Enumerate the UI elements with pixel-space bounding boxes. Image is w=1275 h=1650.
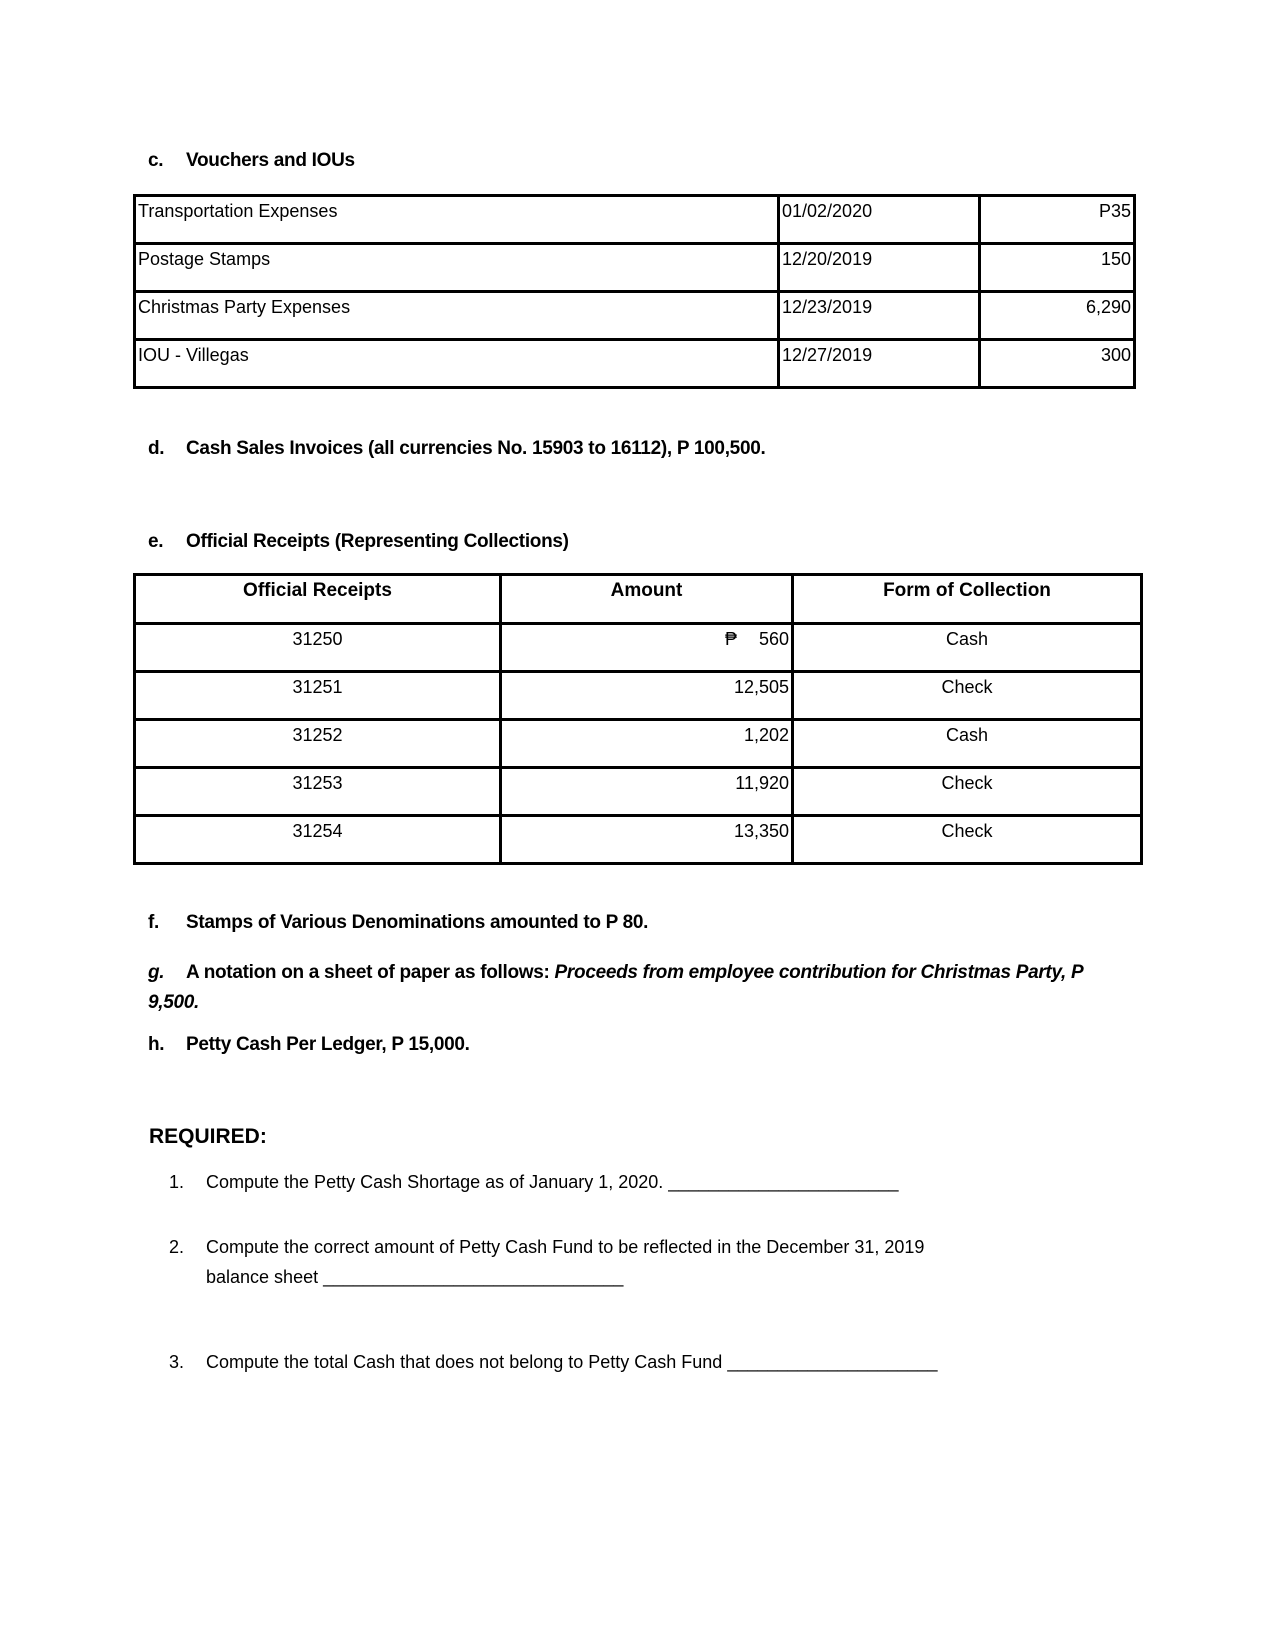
section-label: d.: [148, 438, 165, 459]
amount-cell: 150: [980, 244, 1135, 292]
date-cell: 12/27/2019: [779, 340, 980, 388]
section-g: [148, 958, 1088, 1018]
section-c-heading: [148, 150, 355, 172]
amount-cell: 13,350: [501, 816, 793, 864]
section-label: g.: [148, 962, 165, 983]
question-number: 3.: [169, 1352, 185, 1372]
column-header: Form of Collection: [793, 575, 1142, 624]
section-text: A notation on a sheet of paper as follows:: [186, 962, 555, 983]
section-text: Cash Sales Invoices (all currencies No. 15903 to 16112), P 100,500.: [186, 438, 766, 459]
receipt-cell: 31254: [135, 816, 501, 864]
question-text: Compute the correct amount of Petty Cash Fund to be reflected in the December 31, 2019: [206, 1237, 925, 1257]
amount-cell: 1,202: [501, 720, 793, 768]
table-row: [135, 720, 1142, 768]
section-text: Petty Cash Per Ledger, P 15,000.: [186, 1034, 470, 1055]
date-cell: 12/23/2019: [779, 292, 980, 340]
section-label: e.: [148, 531, 164, 552]
section-label: c.: [148, 150, 164, 171]
section-title: Official Receipts (Representing Collections): [186, 531, 569, 552]
answer-blank[interactable]: ______________________________: [323, 1267, 624, 1287]
amount-cell: P35: [980, 196, 1135, 244]
table-row: [135, 292, 1135, 340]
required-heading: REQUIRED:: [149, 1125, 267, 1148]
section-h: [148, 1034, 470, 1056]
date-cell: 12/20/2019: [779, 244, 980, 292]
table-row: [135, 768, 1142, 816]
question-text: Compute the total Cash that does not belong to Petty Cash Fund: [206, 1352, 723, 1372]
question-number: 2.: [169, 1237, 185, 1257]
table-row: [135, 816, 1142, 864]
form-cell: Check: [793, 672, 1142, 720]
amount-value: 560: [758, 629, 789, 649]
receipt-cell: 31251: [135, 672, 501, 720]
date-cell: 01/02/2020: [779, 196, 980, 244]
table-header-row: [135, 575, 1142, 624]
form-cell: Cash: [793, 624, 1142, 672]
answer-blank[interactable]: _____________________: [727, 1352, 938, 1372]
section-title: Vouchers and IOUs: [186, 150, 355, 171]
form-cell: Check: [793, 768, 1142, 816]
question-text-continued: balance sheet: [206, 1267, 319, 1287]
vouchers-table: [133, 194, 1136, 389]
table-row: [135, 196, 1135, 244]
table-row: [135, 340, 1135, 388]
table-row: [135, 624, 1142, 672]
receipt-cell: 31250: [135, 624, 501, 672]
question-2: [169, 1232, 924, 1292]
description-cell: Transportation Expenses: [135, 196, 779, 244]
section-label: h.: [148, 1034, 165, 1055]
table-row: [135, 244, 1135, 292]
question-number: 1.: [169, 1172, 185, 1192]
official-receipts-table: [133, 573, 1143, 865]
description-cell: IOU - Villegas: [135, 340, 779, 388]
table-row: [135, 672, 1142, 720]
section-e-heading: [148, 531, 569, 553]
question-3: [169, 1352, 938, 1373]
receipt-cell: 31252: [135, 720, 501, 768]
amount-cell: 6,290: [980, 292, 1135, 340]
amount-cell: 11,920: [501, 768, 793, 816]
amount-cell: 12,505: [501, 672, 793, 720]
section-text: Stamps of Various Denominations amounted to P 80.: [186, 912, 649, 933]
peso-sign: ₱: [724, 629, 737, 649]
answer-blank[interactable]: _______________________: [668, 1172, 899, 1192]
section-f: [148, 912, 648, 934]
amount-cell: [501, 624, 793, 672]
question-text: Compute the Petty Cash Shortage as of January 1, 2020.: [206, 1172, 664, 1192]
section-d: [148, 438, 765, 460]
section-italic-text: Proceeds from employee contribution for Christmas Party, P 9,500.: [148, 962, 1083, 1013]
receipt-cell: 31253: [135, 768, 501, 816]
description-cell: Postage Stamps: [135, 244, 779, 292]
amount-cell: 300: [980, 340, 1135, 388]
section-label: f.: [148, 912, 160, 933]
form-cell: Check: [793, 816, 1142, 864]
description-cell: Christmas Party Expenses: [135, 292, 779, 340]
column-header: Official Receipts: [135, 575, 501, 624]
column-header: Amount: [501, 575, 793, 624]
form-cell: Cash: [793, 720, 1142, 768]
question-1: [169, 1172, 899, 1193]
